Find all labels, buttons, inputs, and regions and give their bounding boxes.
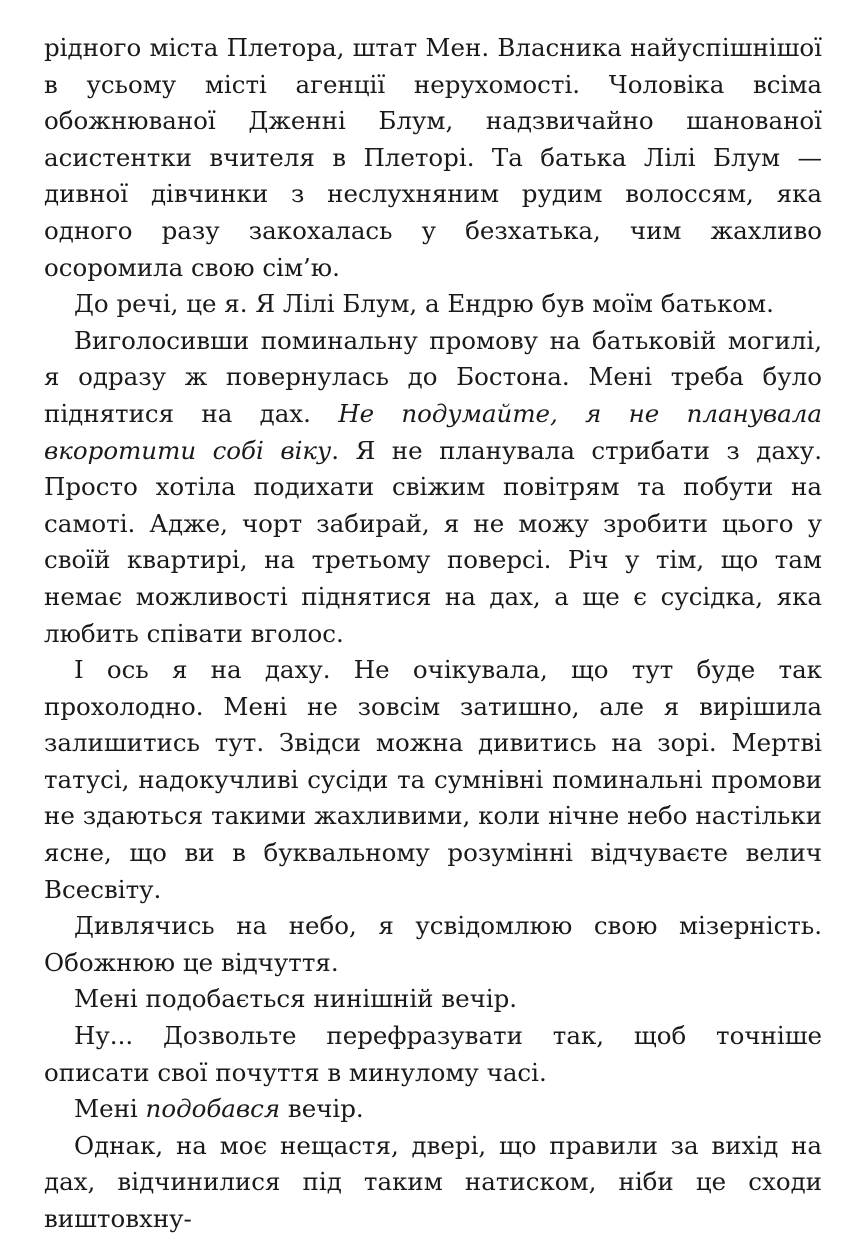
book-page	[44, 30, 822, 1238]
paragraph-text: Виголосивши поминальну промову на батьковій могилі, я одразу ж повернулась до Бостона. Мені треба було піднятися на дах.	[44, 325, 822, 428]
paragraph-text: Мені	[74, 1094, 146, 1124]
paragraph-1	[44, 30, 822, 286]
paragraph-5	[44, 908, 822, 981]
paragraph-text: вечір.	[280, 1094, 364, 1124]
italic-text: Не подумайте, я не планувала вкоротити собі віку	[44, 398, 822, 465]
paragraph-2	[44, 286, 822, 323]
paragraph-8	[44, 1091, 822, 1128]
paragraph-text: До речі, це я. Я Лілі Блум, а Ендрю був моїм батьком.	[74, 289, 774, 319]
italic-text: подобався	[145, 1094, 281, 1124]
paragraph-text: Однак, на моє нещастя, двері, що правили за вихід на дах, відчинилися під таким натиском, ніби це сходи виштовхну-	[44, 1130, 822, 1233]
paragraph-9	[44, 1128, 822, 1238]
paragraph-text: І ось я на даху. Не очікувала, що тут буде так прохолодно. Мені не зовсім затишно, але я вирішила залишитись тут. Звідси можна дивитись на зорі. Мертві татусі, надокучливі сусіди та сумнівні поминальні промови не здаються такими жахливими, коли нічне небо настільки ясне, що ви в буквальному розумінні відчуваєте велич Всесвіту.	[44, 655, 822, 904]
paragraph-7	[44, 1018, 822, 1091]
paragraph-6	[44, 981, 822, 1018]
paragraph-3	[44, 323, 822, 652]
paragraph-text: Ну... Дозвольте перефразувати так, щоб точніше описати свої почуття в минулому часі.	[44, 1021, 822, 1087]
paragraph-4	[44, 652, 822, 908]
paragraph-text: рідного міста Плетора, штат Мен. Власника найуспішнішої в усьому місті агенції нерухомості. Чоловіка всіма обожнюваної Дженні Блум, надзвичайно шанованої асистентки вчителя в Плеторі. Та батька Лілі Блум — дивної дівчинки з неслухняним рудим волоссям, яка одного разу закохалась у безхатька, чим жахливо осоромила свою сім’ю.	[44, 33, 822, 282]
paragraph-text: Мені подобається нинішній вечір.	[74, 984, 518, 1014]
paragraph-text: . Я не планувала стрибати з даху. Просто хотіла подихати свіжим повітрям та побути на самоті. Адже, чорт забирай, я не можу зробити цього у своїй квартирі, на третьому поверсі. Річ у тім, що там немає можливості піднятися на дах, а ще є сусідка, яка любить співати вголос.	[44, 435, 822, 648]
paragraph-text: Дивлячись на небо, я усвідомлюю свою мізерність. Обожнюю це відчуття.	[44, 911, 822, 977]
